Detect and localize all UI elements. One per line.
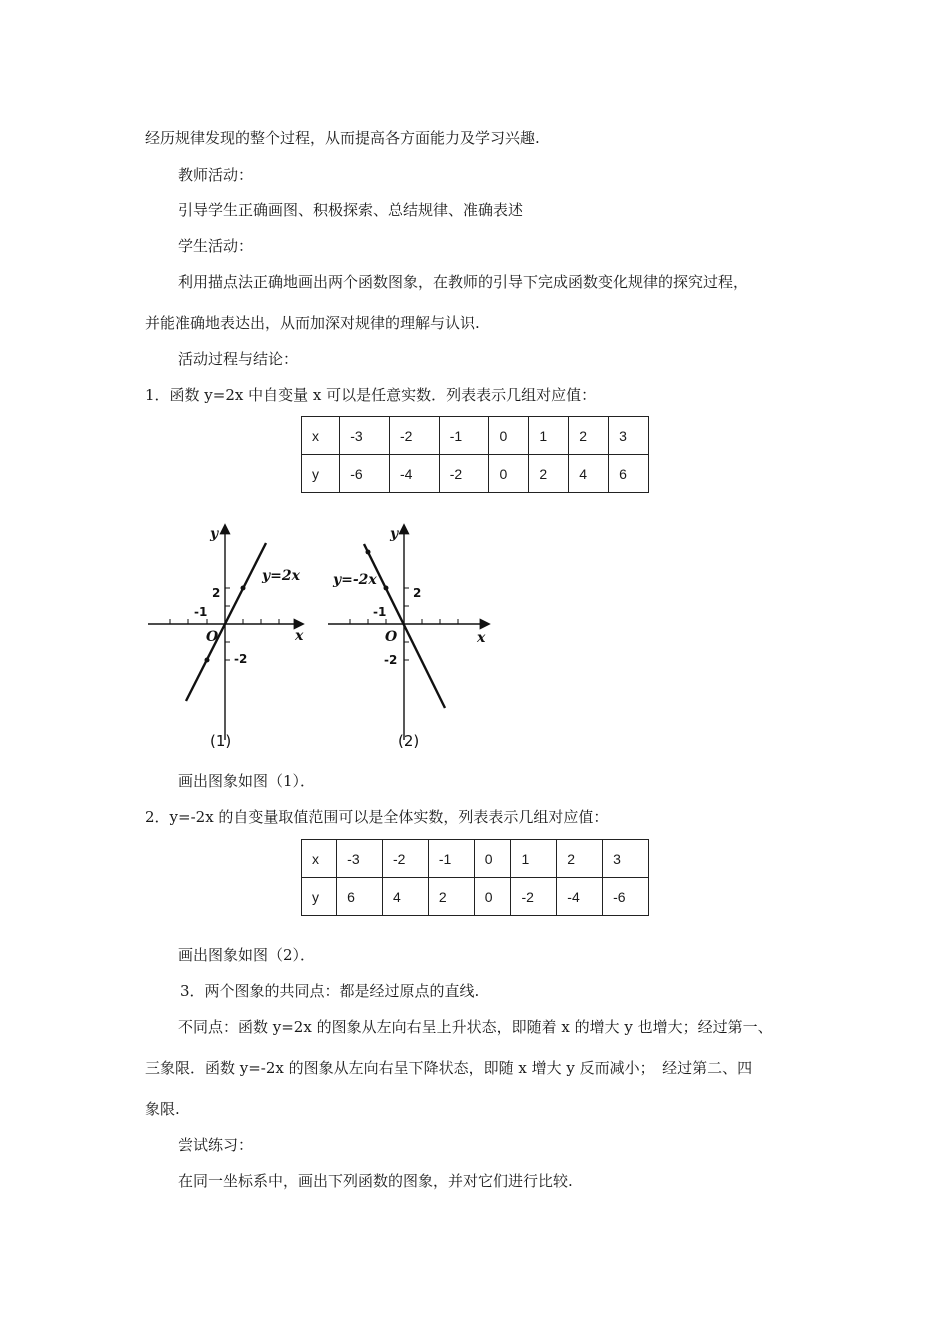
value-table-1 [301, 416, 649, 493]
practice-heading: 尝试练习： [178, 1136, 254, 1154]
item-2-text: 2．y=-2x 的自变量取值范围可以是全体实数，列表表示几组对应值： [145, 808, 609, 826]
graph-1-function-line [186, 543, 266, 701]
table-cell: 6 [337, 878, 383, 916]
table-cell: 1 [511, 840, 557, 878]
graph-1-label-neg2: -2 [234, 652, 248, 666]
graph-2-y-label: y [390, 526, 399, 542]
graph-1-x-label: x [295, 628, 304, 644]
table-cell: -1 [428, 840, 474, 878]
graph-2 [328, 526, 488, 750]
table-row [302, 840, 649, 878]
graph-2-function-label: y=-2x [333, 572, 377, 588]
function-graphs [140, 518, 510, 758]
graph-2-label-neg1: -1 [373, 605, 387, 619]
table-cell: 1 [529, 417, 569, 455]
graph-1-y-label: y [210, 526, 219, 542]
table-cell: -2 [439, 455, 489, 493]
graph-1-label-neg1: -1 [194, 605, 208, 619]
item-1-text: 1．函数 y=2x 中自变量 x 可以是任意实数．列表表示几组对应值： [145, 386, 597, 404]
difference-text-1: 不同点：函数 y=2x 的图象从左向右呈上升状态，即随着 x 的增大 y 也增大；经过第一、 [178, 1018, 773, 1036]
paragraph-1: 经历规律发现的整个过程，从而提高各方面能力及学习兴趣. [145, 129, 540, 147]
table-cell: -4 [389, 455, 439, 493]
table-cell: 3 [603, 840, 649, 878]
graph-1-point [205, 658, 210, 663]
graph-2-origin-label: O [385, 629, 398, 645]
table-cell: 0 [489, 417, 529, 455]
table-cell: y [302, 878, 337, 916]
table-cell: 3 [609, 417, 649, 455]
table-cell: 0 [474, 878, 511, 916]
table-cell: 2 [428, 878, 474, 916]
table-cell: -3 [337, 840, 383, 878]
student-activity-text-2: 并能准确地表达出，从而加深对规律的理解与认识. [145, 314, 480, 332]
table-cell: x [302, 417, 340, 455]
graph-2-point [384, 586, 389, 591]
table-cell: 4 [383, 878, 429, 916]
table-cell: y [302, 455, 340, 493]
graph-1-function-label: y=2x [262, 568, 300, 584]
table-row [302, 455, 649, 493]
table-cell: -4 [557, 878, 603, 916]
teacher-activity-text: 引导学生正确画图、积极探索、总结规律、准确表述 [178, 201, 524, 219]
teacher-activity-heading: 教师活动： [178, 166, 254, 184]
graph-2-caption: (2) [398, 732, 420, 750]
graph-1-caption: (1) [210, 732, 232, 750]
table-cell: 2 [557, 840, 603, 878]
table-cell: -6 [603, 878, 649, 916]
table-cell: 4 [569, 455, 609, 493]
table-cell: -6 [340, 455, 390, 493]
difference-text-2: 三象限．函数 y=-2x 的图象从左向右呈下降状态，即随 x 增大 y 反而减小； 经过第二、四 [145, 1059, 753, 1077]
figure-2-caption-text: 画出图象如图（2）． [178, 946, 316, 964]
difference-text-3: 象限. [145, 1100, 180, 1118]
student-activity-heading: 学生活动： [178, 237, 254, 255]
table-cell: 6 [609, 455, 649, 493]
figure-1-caption-text: 画出图象如图（1）． [178, 772, 316, 790]
practice-text: 在同一坐标系中，画出下列函数的图象，并对它们进行比较. [178, 1172, 573, 1190]
graph-1 [148, 526, 304, 750]
value-table-2 [301, 839, 649, 916]
table-cell: 2 [529, 455, 569, 493]
table-cell: 0 [474, 840, 511, 878]
graph-1-point [241, 586, 246, 591]
table-row [302, 417, 649, 455]
activity-process-heading: 活动过程与结论： [178, 350, 299, 368]
graph-2-label-2: 2 [413, 586, 422, 600]
table-cell: -2 [511, 878, 557, 916]
graph-2-label-neg2: -2 [384, 653, 398, 667]
table-cell: -3 [340, 417, 390, 455]
student-activity-text-1: 利用描点法正确地画出两个函数图象，在教师的引导下完成函数变化规律的探究过程， [178, 273, 749, 291]
table-cell: -2 [389, 417, 439, 455]
item-3-text: 3．两个图象的共同点：都是经过原点的直线. [180, 982, 480, 1000]
table-cell: -2 [383, 840, 429, 878]
graph-2-point [366, 550, 371, 555]
graph-1-origin-label: O [206, 629, 219, 645]
table-cell: 2 [569, 417, 609, 455]
table-cell: x [302, 840, 337, 878]
table-cell: 0 [489, 455, 529, 493]
table-row [302, 878, 649, 916]
graph-2-x-label: x [477, 630, 486, 646]
table-cell: -1 [439, 417, 489, 455]
graph-1-label-2: 2 [212, 586, 221, 600]
